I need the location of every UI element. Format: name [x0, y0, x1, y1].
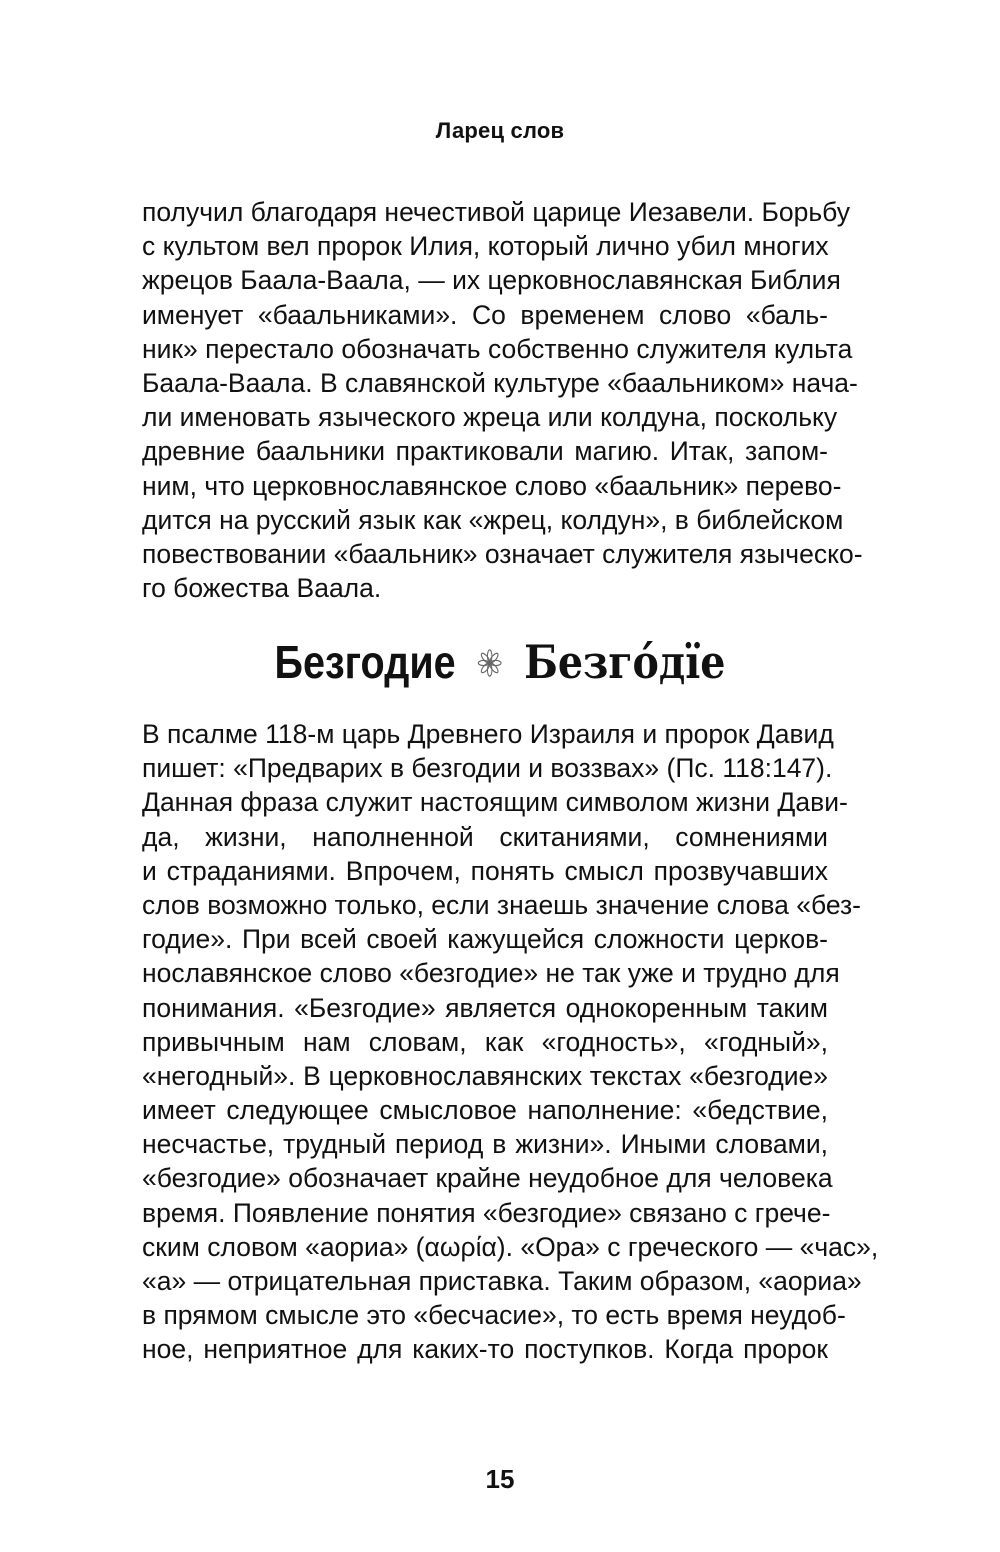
text-line: жрецов Баала-Ваала, — их церковнославянская Библия [142, 265, 841, 296]
text-line: понимания. «Безгодие» является однокоренным таким [142, 992, 828, 1023]
text-line: да, жизни, наполненной скитаниями, сомнениями [142, 821, 828, 852]
text-line: годие». При всей своей кажущейся сложности церков- [142, 924, 828, 955]
running-head: Ларец слов [435, 118, 565, 143]
text-line: слов возможно только, если знаешь значение слова «без- [142, 889, 862, 920]
text-line: повествовании «баальник» означает служителя языческо- [142, 538, 863, 569]
text-line: имеет следующее смысловое наполнение: «бедствие, [142, 1095, 828, 1126]
text-line: ник» перестало обозначать собственно служителя культа [142, 333, 853, 364]
flower-ornament-icon [477, 632, 503, 692]
text-line: нославянское слово «безгодие» не так уже и трудно для [142, 958, 840, 989]
text-line: в прямом смысле это «бесчасие», то есть время неудоб- [142, 1300, 846, 1331]
text-line: «а» — отрицательная приставка. Таким образом, «аориа» [142, 1266, 862, 1296]
heading-russian: Безгодие [274, 636, 456, 688]
text-line: время. Появление понятия «безгодие» связано с грече- [142, 1197, 831, 1228]
text-line: «безгодие» обозначает крайне неудобное для человека [142, 1163, 833, 1194]
text-line: ним, что церковнославянское слово «баальник» перево- [142, 470, 842, 501]
paragraph-1 [142, 195, 863, 605]
text-line: дится на русский язык как «жрец, колдун», в библейском [142, 504, 844, 535]
text-line: ским словом «аориа» (αωρία). «Ора» с греческого — «час», [142, 1231, 879, 1262]
page-number: 15 [485, 1464, 515, 1494]
text-line: привычным нам словам, как «годность», «годный», [142, 1026, 828, 1057]
section-heading [70, 632, 930, 696]
text-line: пишет: «Предварих в безгодии и воззвах» (Пс. 118:147). [142, 753, 833, 784]
text-line: ли именовать языческого жреца или колдуна, поскольку [142, 402, 838, 433]
text-line: получил благодаря нечестивой царице Иезавели. Борьбу [142, 197, 851, 227]
text-line: и страданиями. Впрочем, понять смысл прозвучавших [142, 855, 828, 886]
text-line: го божества Ваала. [142, 573, 382, 604]
text-line: ное, неприятное для каких-то поступков. Когда пророк [142, 1334, 828, 1365]
text-line: В псалме 118-м царь Древнего Израиля и пророк Давид [142, 719, 834, 749]
text-line: с культом вел пророк Илия, который лично убил многих [142, 231, 829, 262]
paragraph-2 [142, 717, 879, 1367]
text-line: Баала-Ваала. В славянской культуре «баальником» нача- [142, 367, 858, 398]
text-line: древние баальники практиковали магию. Итак, запом- [142, 436, 828, 467]
text-line: «негодный». В церковнославянских текстах «безгодие» [142, 1060, 828, 1091]
text-line: несчастье, трудный период в жизни». Иными словами, [142, 1129, 828, 1160]
heading-church-slavonic: Безго́дїе [524, 635, 726, 689]
text-line: именует «баальниками». Со временем слово «баль- [142, 299, 828, 330]
text-line: Данная фраза служит настоящим символом жизни Дави- [142, 787, 848, 818]
